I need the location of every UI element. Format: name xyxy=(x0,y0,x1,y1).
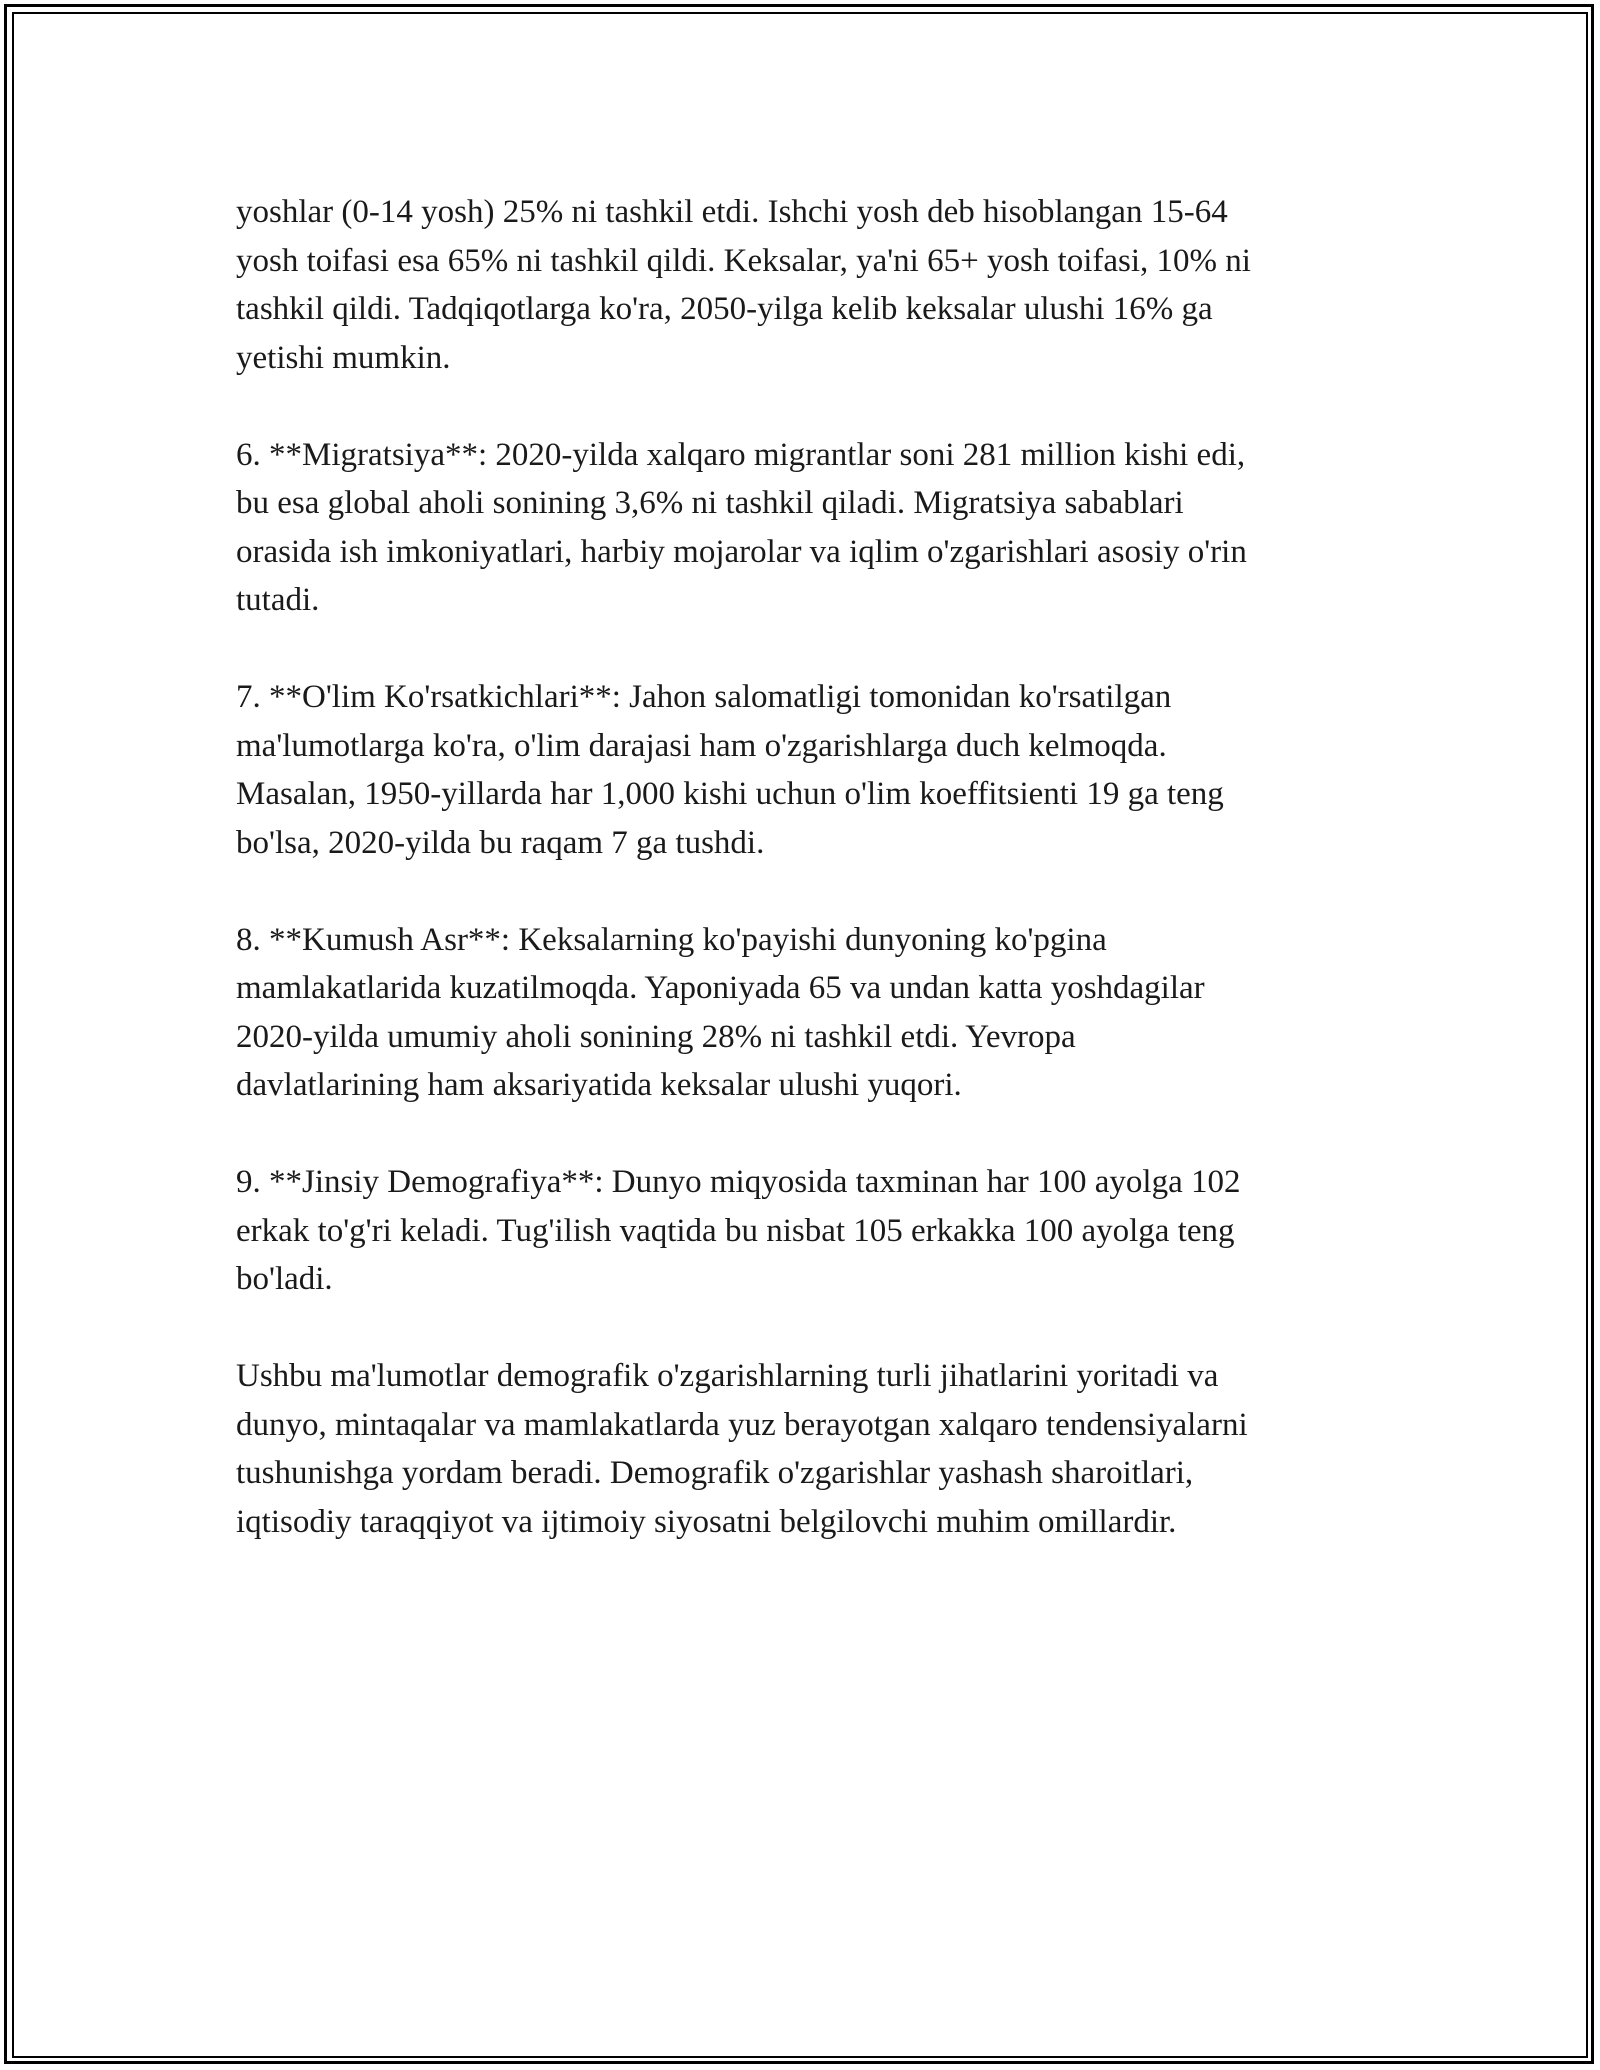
paragraph-conclusion: Ushbu ma'lumotlar demografik o'zgarishlarning turli jihatlarini yoritadi va dunyo, mintaqalar va mamlakatlarda yuz berayotgan xalqaro tendensiyalarni tushunishga yordam beradi. Demografik o'zgarishlar yashash sharoitlari, iqtisodiy taraqqiyot va ijtimoiy siyosatni belgilovchi muhim omillardir. xyxy=(236,1358,1248,1540)
paragraph-migration: 6. **Migratsiya**: 2020-yilda xalqaro migrantlar soni 281 million kishi edi, bu esa global aholi sonining 3,6% ni tashkil qiladi. Migratsiya sabablari orasida ish imkoniyatlari, harbiy mojarolar va iqlim o'zgarishlari asosiy o'rin tutadi. xyxy=(236,436,1247,618)
paragraph-sex-ratio: 9. **Jinsiy Demografiya**: Dunyo miqyosida taxminan har 100 ayolga 102 erkak to'g'ri keladi. Tug'ilish vaqtida bu nisbat 105 erkakka 100 ayolga teng bo'ladi. xyxy=(236,1164,1241,1297)
paragraph-age-structure: yoshlar (0-14 yosh) 25% ni tashkil etdi. Ishchi yosh deb hisoblangan 15-64 yosh toifasi esa 65% ni tashkil qildi. Keksalar, ya'ni 65+ yosh toifasi, 10% ni tashkil qildi. Tadqiqotlarga ko'ra, 2050-yilga kelib keksalar ulushi 16% ga yetishi mumkin. xyxy=(236,194,1251,376)
document-body xyxy=(236,188,1386,1546)
paragraph-silver-age: 8. **Kumush Asr**: Keksalarning ko'payishi dunyoning ko'pgina mamlakatlarida kuzatilmoqda. Yaponiyada 65 va undan katta yoshdagilar 2020-yilda umumiy aholi sonining 28% ni tashkil etdi. Yevropa davlatlarining ham aksariyatida keksalar ulushi yuqori. xyxy=(236,921,1205,1103)
paragraph-mortality: 7. **O'lim Ko'rsatkichlari**: Jahon salomatligi tomonidan ko'rsatilgan ma'lumotlarga ko'ra, o'lim darajasi ham o'zgarishlarga duch kelmoqda. Masalan, 1950-yillarda har 1,000 kishi uchun o'lim koeffitsienti 19 ga teng bo'lsa, 2020-yilda bu raqam 7 ga tushdi. xyxy=(236,679,1224,861)
